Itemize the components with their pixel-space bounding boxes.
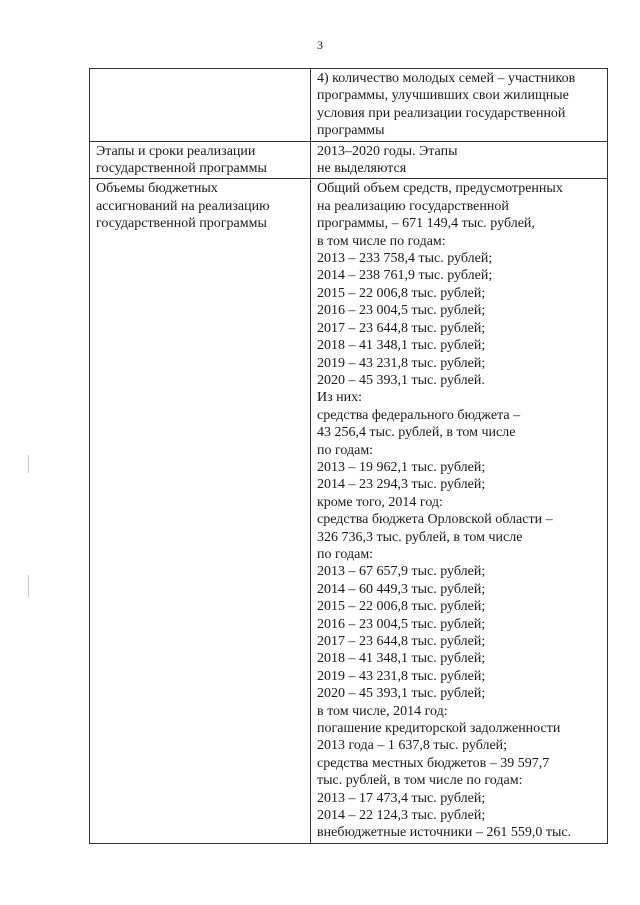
value-line: 2014 – 60 449,3 тыс. рублей; — [317, 581, 486, 597]
value-line: 2019 – 43 231,8 тыс. рублей; — [317, 355, 486, 371]
value-line: 2013 – 17 473,4 тыс. рублей; — [317, 790, 486, 806]
program-passport-table — [89, 68, 608, 844]
value-line: средства федерального бюджета – — [317, 407, 521, 423]
budget-row — [90, 179, 608, 843]
value-line: Из них: — [317, 390, 363, 406]
row-label-cell — [90, 179, 311, 843]
value-line: не выделяются — [317, 161, 407, 177]
value-line: 2016 – 23 004,5 тыс. рублей; — [317, 616, 486, 632]
value-line: 2019 – 43 231,8 тыс. рублей; — [317, 668, 486, 684]
scan-margin-mark — [28, 575, 29, 597]
value-line: 43 256,4 тыс. рублей, в том числе — [317, 425, 516, 441]
value-line: кроме того, 2014 год: — [317, 494, 443, 510]
row-label-cell — [90, 69, 311, 142]
value-line: 2018 – 41 348,1 тыс. рублей; — [317, 338, 486, 354]
value-line: 2020 – 45 393,1 тыс. рублей; — [317, 686, 486, 702]
value-line: 2013 года – 1 637,8 тыс. рублей; — [317, 738, 508, 754]
row-value-cell — [311, 179, 608, 843]
value-line: по годам: — [317, 442, 374, 458]
row-value-cell — [311, 69, 608, 142]
value-line: 2014 – 238 761,9 тыс. рублей; — [317, 268, 493, 284]
value-line: 2014 – 23 294,3 тыс. рублей; — [317, 477, 486, 493]
value-line: 2013 – 233 758,4 тыс. рублей; — [317, 251, 493, 267]
value-line: 2015 – 22 006,8 тыс. рублей; — [317, 285, 486, 301]
value-line: программы — [317, 123, 385, 139]
value-line: 2016 – 23 004,5 тыс. рублей; — [317, 303, 486, 319]
label-line: Этапы и сроки реализации — [96, 143, 256, 159]
value-line: Общий объем средств, предусмотренных — [317, 181, 563, 197]
row-value-cell — [311, 141, 608, 179]
value-line: средства бюджета Орловской области – — [317, 512, 553, 528]
page-number: 3 — [317, 38, 323, 52]
value-line: в том числе, 2014 год: — [317, 703, 448, 719]
value-line: 326 736,3 тыс. рублей, в том числе — [317, 529, 523, 545]
value-line: в том числе по годам: — [317, 233, 446, 249]
label-line: ассигнований на реализацию — [96, 198, 270, 214]
value-line: 2014 – 22 124,3 тыс. рублей; — [317, 808, 486, 824]
row-label-cell — [90, 141, 311, 179]
value-line: 2017 – 23 644,8 тыс. рублей; — [317, 320, 486, 336]
value-line: 2013 – 19 962,1 тыс. рублей; — [317, 459, 486, 475]
value-line: на реализацию государственной — [317, 198, 509, 214]
results-row — [90, 69, 608, 142]
value-line: 2018 – 41 348,1 тыс. рублей; — [317, 651, 486, 667]
value-line: 4) количество молодых семей – участников — [317, 71, 576, 86]
stages-row — [90, 141, 608, 179]
label-line: государственной программы — [96, 216, 267, 232]
label-line: государственной программы — [96, 161, 267, 177]
value-line: средства местных бюджетов – 39 597,7 — [317, 755, 550, 771]
value-line: по годам: — [317, 546, 374, 562]
value-line: программы, – 671 149,4 тыс. рублей, — [317, 216, 535, 232]
scan-margin-mark — [28, 455, 29, 473]
value-line: 2015 – 22 006,8 тыс. рублей; — [317, 599, 486, 615]
value-line: 2017 – 23 644,8 тыс. рублей; — [317, 634, 486, 649]
value-line: 2013 – 67 657,9 тыс. рублей; — [317, 564, 486, 580]
value-line: внебюджетные источники – 261 559,0 тыс. — [317, 825, 572, 841]
value-line: условия при реализации государственной — [317, 105, 566, 121]
value-line: тыс. рублей, в том числе по годам: — [317, 773, 523, 789]
value-line: 2013–2020 годы. Этапы — [317, 143, 458, 159]
value-line: программы, улучшивших свои жилищные — [317, 88, 569, 104]
value-line: погашение кредиторской задолженности — [317, 721, 561, 737]
label-line: Объемы бюджетных — [96, 181, 218, 197]
value-line: 2020 – 45 393,1 тыс. рублей. — [317, 372, 485, 388]
